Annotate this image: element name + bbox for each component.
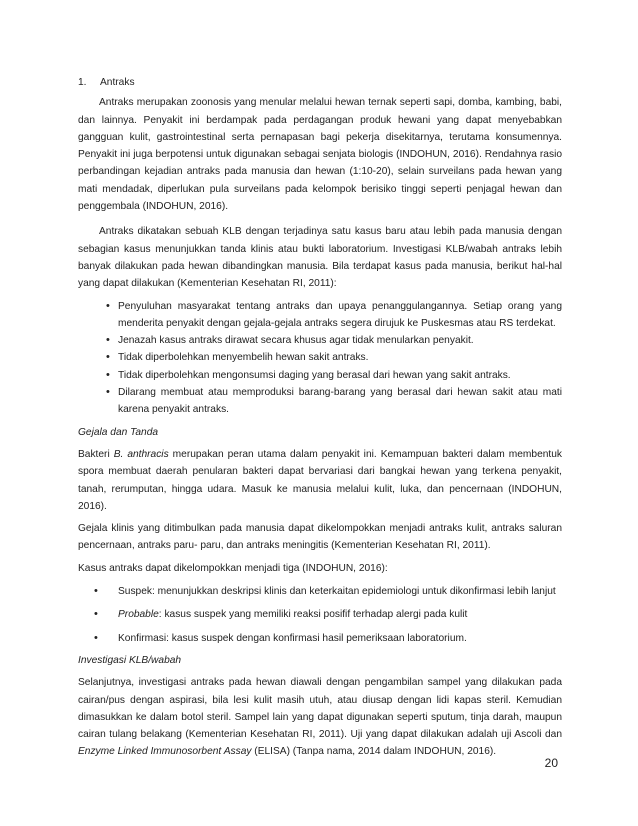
subheading-gejala: Gejala dan Tanda — [78, 426, 159, 438]
list-item: • Dilarang membuat atau memproduksi barang-barang yang berasal dari hewan sakit atau mati karena penyakit antraks. — [118, 384, 562, 419]
section-number: 1. — [78, 77, 87, 88]
text-run: : kasus suspek yang memiliki reaksi posifif terhadap alergi pada kulit — [158, 609, 468, 621]
list-item: • Jenazah kasus antraks dirawat secara khusus agar tidak menularkan penyakit. — [118, 332, 562, 349]
page-number: 20 — [544, 756, 558, 770]
paragraph-klb: Antraks dikatakan sebuah KLB dengan terjadinya satu kasus baru atau lebih pada manusia dengan sebagian kasus menunjukkan tanda klinis atau bukti laboratorium. Investigasi KLB/wabah antraks lebih banyak dilakukan pada hewan dibandingkan manusia. Bila terdapat kasus pada manusia, berikut hal-hal yang dapat dilakukan (Kementerian Kesehatan RI, 2011): — [78, 226, 562, 290]
paragraph-kasus: Kasus antraks dapat dikelompokkan menjadi tiga (INDOHUN, 2016): — [78, 562, 388, 574]
list-item: • Konfirmasi: kasus suspek dengan konfirmasi hasil pemeriksaan laboratorium. — [118, 630, 562, 647]
page-content — [78, 74, 562, 761]
text-run: Bakteri — [78, 448, 114, 460]
paragraph-investigasi — [78, 674, 562, 760]
actions-list — [78, 298, 562, 419]
list-item: • Penyuluhan masyarakat tentang antraks dan upaya penanggulangannya. Setiap orang yang menderita penyakit dengan gejala-gejala antraks segera dirujuk ke Puskesmas atau RS terdekat. — [118, 298, 562, 333]
assay-name: Enzyme Linked Immunosorbent Assay — [78, 746, 252, 758]
section-heading — [78, 74, 562, 91]
term-probable: Probable — [118, 609, 159, 621]
text-run: Selanjutnya, investigasi antraks pada hewan diawali dengan pengambilan sampel yang dilakukan pada cairan/pus dengan aspirasi, bila lesi kulit masih utuh, atau diusap dengan lidi kapas steril. Kemudian dimasukkan ke dalam botol steril. Sampel lain yang dapat digunakan seperti sputum, tinja darah, maupun cairan tulang belakang (Kementerian Kesehatan RI, 2011). Uji yang dapat dilakukan adalah uji Ascoli dan — [78, 677, 562, 741]
section-title: Antraks — [100, 77, 135, 88]
text-run: (ELISA) (Tanpa nama, 2014 dalam INDOHUN, 2016). — [251, 746, 497, 758]
list-item — [118, 606, 562, 623]
case-category-list — [78, 583, 562, 647]
list-item: • Tidak diperbolehkan mengonsumsi daging yang berasal dari hewan yang sakit antraks. — [118, 367, 562, 384]
paragraph-gejala-klinis: Gejala klinis yang ditimbulkan pada manusia dapat dikelompokkan menjadi antraks kulit, antraks saluran pencernaan, antraks paru- paru, dan antraks meningitis (Kementerian Kesehatan RI, 2011). — [78, 523, 562, 552]
text-run: merupakan peran utama dalam penyakit ini. Kemampuan bakteri dalam membentuk spora membuat daerah penularan bakteri dapat bervariasi dari bangkai hewan yang terkena penyakit, tanah, rerumputan, hingga udara. Masuk ke manusia melalui kulit, luka, dan pencernaan (INDOHUN, 2016). — [78, 448, 562, 512]
subheading-investigasi: Investigasi KLB/wabah — [78, 654, 182, 666]
list-item: • Tidak diperbolehkan menyembelih hewan sakit antraks. — [118, 349, 562, 366]
paragraph-intro: Antraks merupakan zoonosis yang menular melalui hewan ternak seperti sapi, domba, kambing, babi, dan lainnya. Penyakit ini berdampak pada perdagangan produk hewani yang dapat menyebabkan gangguan kulit, gastrointestinal serta pernapasan bagi pekerja disekitarnya, terutama konsumennya. Penyakit ini juga berpotensi untuk digunakan sebagai senjata biologis (INDOHUN, 2016). Rendahnya rasio perbandingan kejadian antraks pada manusia dan hewan (1:10-20), selain surveilans pada hewan yang mati mendadak, diperlukan pula surveilans pada kelompok berisiko tinggi seperti penjagal hewan dan penggembala (INDOHUN, 2016). — [78, 97, 562, 213]
list-item: • Suspek: menunjukkan deskripsi klinis dan keterkaitan epidemiologi untuk dikonfirmasi lebih lanjut — [118, 583, 562, 600]
species-name: B. anthracis — [113, 448, 169, 460]
paragraph-bakteri — [78, 446, 562, 515]
